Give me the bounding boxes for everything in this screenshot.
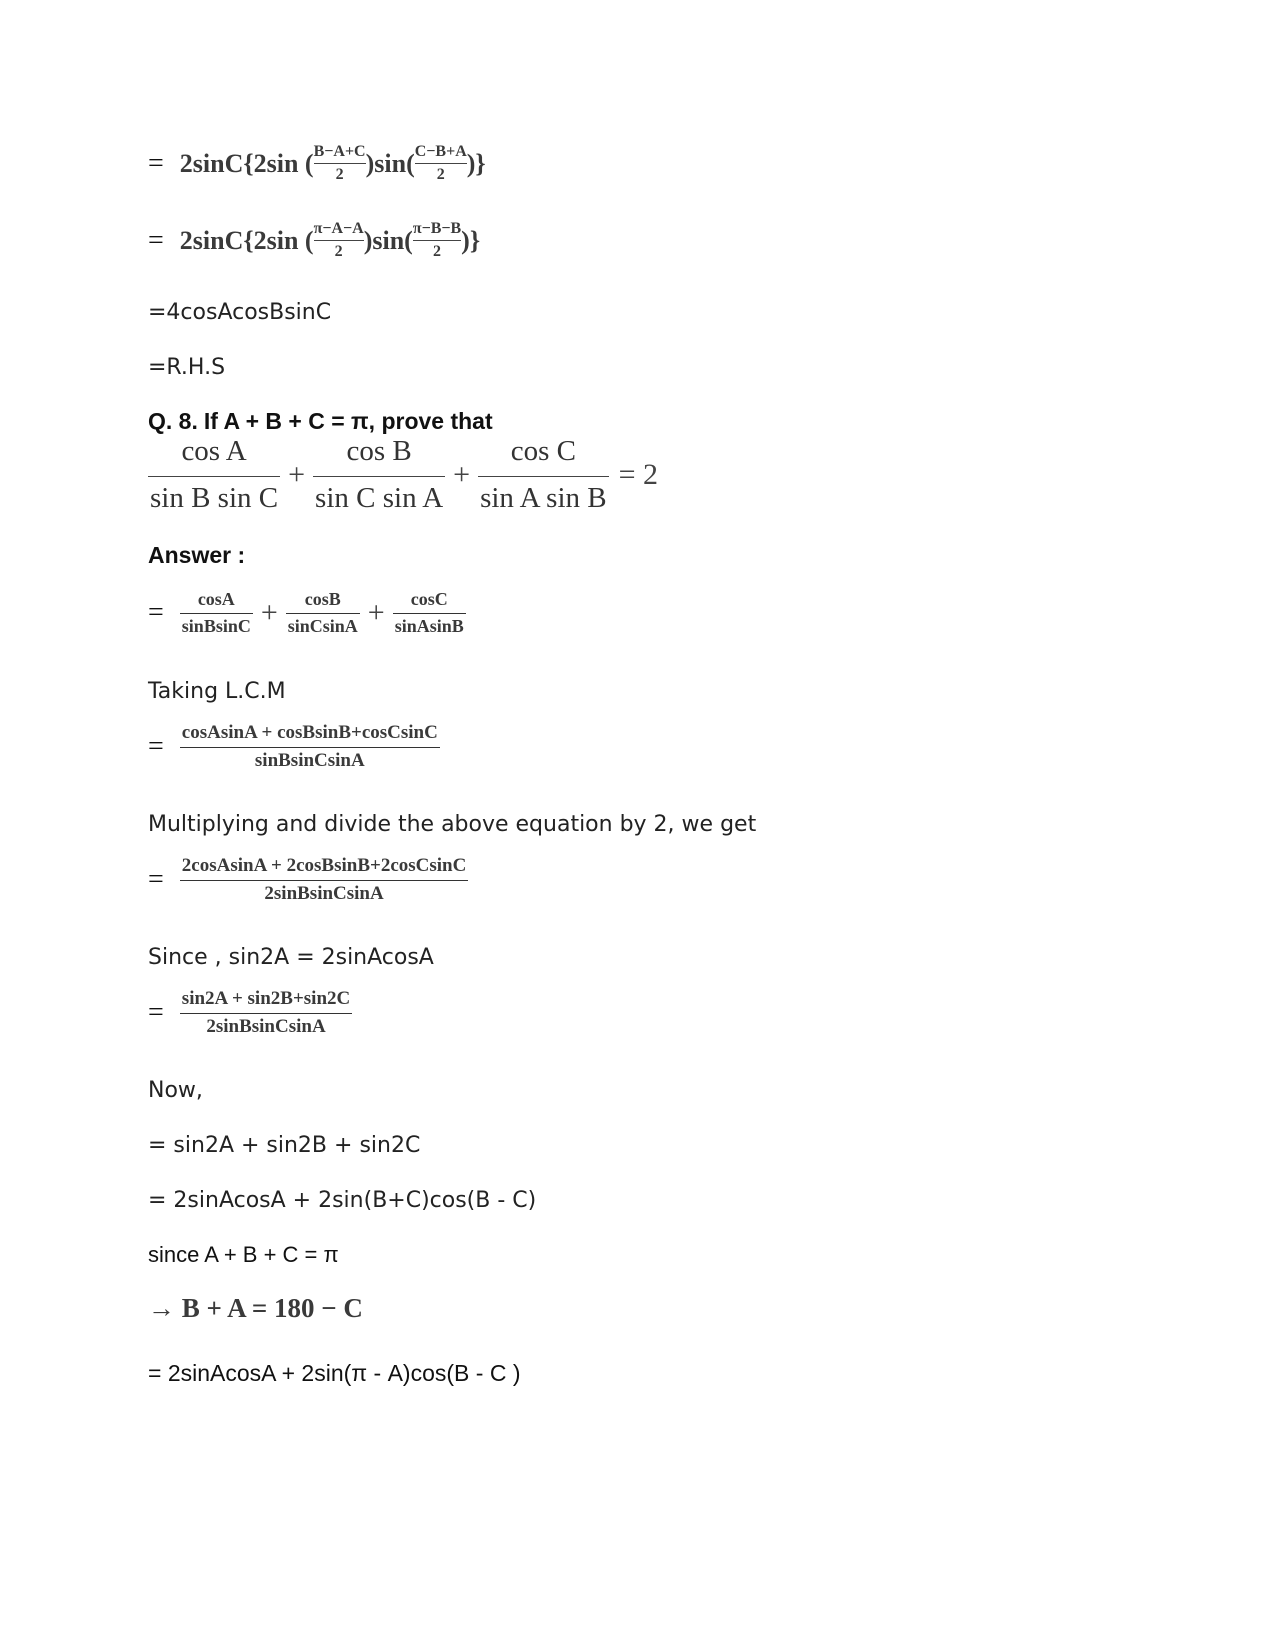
- rhs: = 2: [618, 458, 659, 492]
- equals-sign: =: [148, 864, 164, 896]
- plus-sign: +: [367, 596, 385, 630]
- fraction-numerator: π−B−B: [412, 220, 462, 237]
- equals-sign: =: [148, 731, 164, 763]
- fraction: [286, 590, 360, 637]
- question-number: Q. 8.: [148, 408, 198, 434]
- equation-step-2: [148, 220, 480, 261]
- expr-prefix: 2sinC{2sin (: [179, 148, 314, 178]
- answer-step-3: [148, 856, 468, 905]
- answer-label: Answer :: [148, 542, 246, 568]
- expr-suffix: )}: [461, 225, 481, 255]
- fraction-numerator: B−A+C: [313, 143, 366, 160]
- plus-sign: +: [260, 596, 278, 630]
- fraction-denominator: 2sinBsinCsinA: [264, 882, 384, 904]
- fraction-denominator: sin C sin A: [315, 481, 444, 514]
- fraction-numerator: cosA: [197, 589, 235, 609]
- equation-step-4: =R.H.S: [148, 355, 226, 380]
- fraction: [180, 590, 253, 637]
- question-identity: [148, 436, 666, 515]
- fraction: [314, 143, 366, 184]
- fraction: [180, 989, 352, 1038]
- equals-sign: =: [148, 997, 164, 1029]
- fraction-denominator: 2: [436, 166, 445, 183]
- fraction-numerator: cos B: [346, 435, 412, 467]
- fraction: [180, 856, 469, 905]
- fraction-denominator: 2: [433, 243, 441, 260]
- fraction-numerator: sin2A + sin2B+sin2C: [181, 988, 351, 1009]
- sum-line: = sin2A + sin2B + sin2C: [148, 1133, 421, 1158]
- fraction: [415, 143, 467, 184]
- since-text: Since , sin2A = 2sinAcosA: [148, 945, 434, 970]
- answer-step-2: [148, 723, 440, 772]
- equals-sign: =: [148, 147, 164, 179]
- fraction-denominator: sinBsinC: [181, 615, 251, 636]
- fraction-numerator: cos C: [510, 435, 576, 467]
- fraction: [148, 436, 280, 515]
- equation-step-1: [148, 143, 486, 184]
- equals-sign: =: [148, 597, 164, 629]
- multiply-text: Multiplying and divide the above equation by 2, we get: [148, 812, 757, 837]
- question-text: If A + B + C = π, prove that: [203, 408, 493, 434]
- fraction-denominator: 2: [334, 243, 343, 260]
- fraction-numerator: 2cosAsinA + 2cosBsinB+2cosCsinC: [181, 855, 467, 876]
- now-text: Now,: [148, 1078, 203, 1103]
- equals-sign: =: [148, 224, 164, 256]
- expr-mid: )sin(: [363, 225, 413, 255]
- plus-sign: +: [453, 458, 471, 492]
- fraction-numerator: π−A−A: [313, 220, 364, 237]
- fraction: [180, 723, 440, 772]
- arrow-line: → B + A = 180 − C: [148, 1293, 363, 1323]
- question-heading: [148, 408, 493, 435]
- fraction: [314, 220, 364, 261]
- fraction-numerator: cos A: [181, 435, 247, 467]
- fraction-denominator: sin A sin B: [480, 481, 607, 514]
- expr-suffix: )}: [466, 148, 486, 178]
- fraction: [478, 436, 609, 515]
- plus-sign: +: [288, 458, 306, 492]
- equation-step-3: =4cosAcosBsinC: [148, 300, 332, 325]
- fraction-numerator: cosAsinA + cosBsinB+cosCsinC: [181, 722, 438, 743]
- fraction-denominator: sinBsinCsinA: [254, 749, 365, 771]
- expand-line: = 2sinAcosA + 2sin(B+C)cos(B - C): [148, 1188, 537, 1213]
- fraction-numerator: cosC: [410, 589, 448, 609]
- fraction-denominator: 2: [335, 166, 344, 183]
- fraction: [393, 590, 466, 637]
- fraction: [413, 220, 461, 261]
- fraction-denominator: sinCsinA: [287, 615, 358, 636]
- fraction-denominator: sinAsinB: [394, 615, 464, 636]
- answer-step-1: [148, 590, 466, 637]
- fraction-denominator: 2sinBsinCsinA: [206, 1015, 326, 1037]
- lcm-text: Taking L.C.M: [148, 679, 286, 704]
- fraction-numerator: C−B+A: [414, 143, 467, 160]
- since-pi-text: since A + B + C = π: [148, 1242, 339, 1267]
- fraction: [313, 436, 445, 515]
- last-line: = 2sinAcosA + 2sin(π - A)cos(B - C ): [148, 1360, 521, 1386]
- expr-prefix: 2sinC{2sin (: [179, 225, 314, 255]
- answer-step-4: [148, 989, 352, 1038]
- fraction-denominator: sin B sin C: [150, 481, 279, 514]
- expr-mid: )sin(: [365, 148, 415, 178]
- fraction-numerator: cosB: [304, 589, 341, 609]
